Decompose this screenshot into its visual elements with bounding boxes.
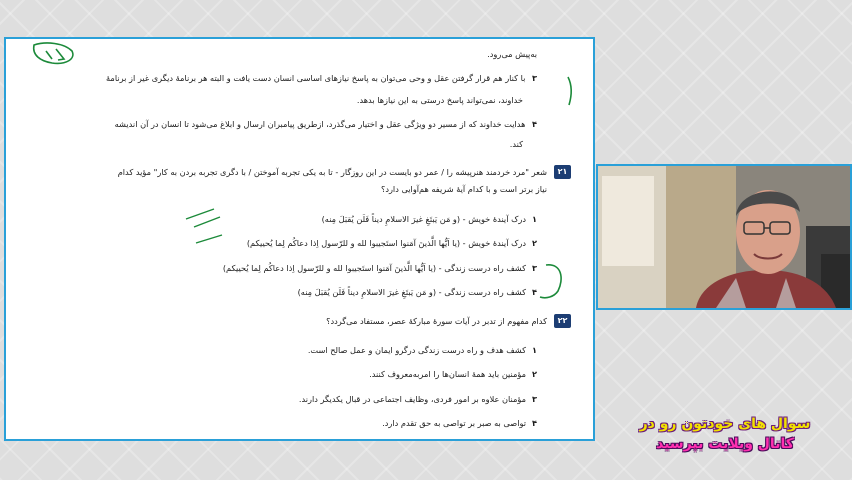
annotation-mark-top	[46, 49, 64, 60]
annotation-stroke-right	[568, 77, 571, 105]
question-22-option-4: ۴تواصی به صبر بر تواصی به حق تقدم دارد.	[382, 418, 537, 428]
question-22-option-2: ۲مؤمنین باید همهٔ انسان‌ها را امربه‌معروف کنند.	[369, 369, 537, 379]
intro-line: به‌پیش می‌رود.	[487, 49, 537, 59]
question-21-option-1: ۱درک آیندهٔ خویش - (و مَن یَبتَغِ غیرَ الاسلامِ دیناً فَلَن یُقبَلَ مِنه)	[321, 214, 537, 224]
question-21-option-4: ۴کشف راه درست زندگی - (و مَن یَبتَغِ غیرَ الاسلامِ دیناً فَلَن یُقبَلَ مِنه)	[297, 287, 537, 297]
question-22-badge: ۲۲	[554, 314, 571, 328]
annotation-bracket-option-3-4	[540, 265, 561, 298]
prev-option-4: ۴ هدایت خداوند که از مسیر دو ویژگی عقل و اختیار می‌گذرد، ازطریق پیامبران ارسال و ابلاغ می‌شود تا انسان در آن اندیشه	[114, 119, 537, 129]
question-21-line1: شعر "مرد خردمند هنرپیشه را / عمر دو بایست در این روزگار - تا به یکی تجربه آموختن / با دگری تجربه بردن به کار" مؤید کدام	[117, 167, 547, 177]
annotation-circle-top	[34, 43, 73, 63]
webcam-video	[596, 166, 852, 308]
question-21-badge: ۲۱	[554, 165, 571, 179]
prev-option-3: ۳ با کنار هم قرار گرفتن عقل و وحی می‌توان به پاسخ نیازهای اساسی انسان دست یافت و البته هر برنامهٔ دیگری غیر از برنامهٔ	[106, 73, 537, 83]
question-21-option-2: ۲درک آیندهٔ خویش - (یا اَیُّها الَّذینَ آمَنوا استَجیبوا لله و للرّسول اِذا دعاکُم لِما یُحییکم)	[246, 238, 537, 248]
annotation-strike-option-2	[196, 235, 222, 243]
question-22-option-3: ۳مؤمنان علاوه بر امور فردی، وظایف اجتماعی در قبال یکدیگر دارند.	[298, 394, 537, 404]
prev-option-4-cont: کند.	[509, 139, 523, 149]
question-22-option-1: ۱کشف هدف و راه درست زندگی درگرو ایمان و عمل صالح است.	[307, 345, 537, 355]
channel-promo	[620, 414, 830, 454]
question-22-line1: کدام مفهوم از تدبر در آیات سورهٔ مبارکهٔ عصر، مستفاد می‌گردد؟	[326, 316, 547, 326]
annotation-strike-option-1	[186, 209, 220, 227]
question-document	[4, 37, 595, 441]
question-21-line2: نیاز برتر است و با کدام آیهٔ شریفه هم‌آوایی دارد؟	[380, 184, 547, 194]
channel-promo-line2: کانال ویلایت بپرسید	[656, 436, 794, 452]
handwritten-annotations	[6, 39, 595, 441]
question-21-option-3: ۳کشف راه درست زندگی - (یا اَیُّها الَّذینَ آمَنوا استَجیبوا لله و للرّسول اِذا دعاکُم لِما یُحییکم)	[222, 263, 537, 273]
channel-promo-line1: سوال های خودتون رو در	[639, 416, 811, 432]
prev-option-3-cont: خداوند، نمی‌تواند پاسخ درستی به این نیازها بدهد.	[356, 95, 523, 105]
presenter-image	[596, 166, 852, 308]
